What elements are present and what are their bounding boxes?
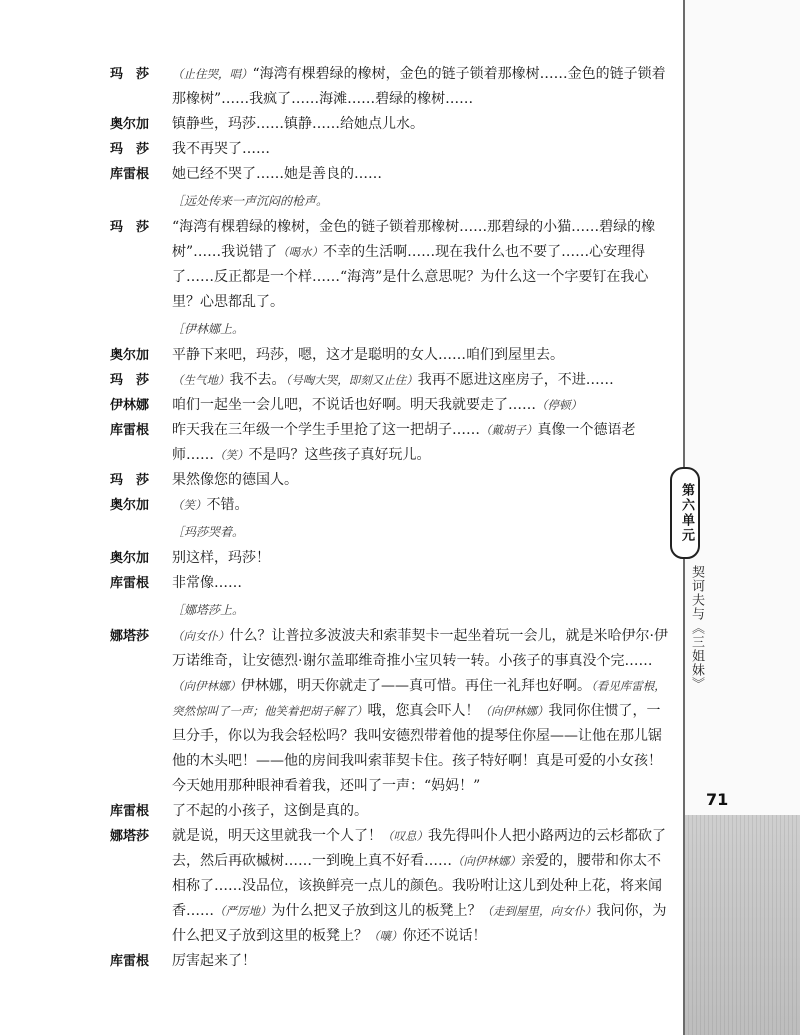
speech-text: 什么？让普拉多波波夫和索菲契卡一起坐着玩一会儿，就是米哈伊尔·伊万诺维奇，让安德烈·谢尔盖耶维奇推小宝贝转一转。小孩子的事真没个完…… xyxy=(172,628,668,669)
speech-text: 果然像您的德国人。 xyxy=(172,472,298,488)
dialogue-row xyxy=(110,546,670,571)
speaker-name: 库雷根 xyxy=(110,423,150,438)
inline-stage-direction: （喝水） xyxy=(277,245,324,259)
speaker-name: 娜塔莎 xyxy=(110,629,150,644)
dialogue-row xyxy=(110,571,670,596)
dialogue-line xyxy=(172,343,670,368)
speech-text: “海湾有棵碧绿的橡树，金色的链子锁着那橡树……金色的链子锁着那橡树”……我疯了……海滩……碧绿的橡树…… xyxy=(172,66,666,107)
dialogue-line xyxy=(172,468,670,493)
speaker-name: 库雷根 xyxy=(110,167,150,182)
unit-badge: 第六单元 xyxy=(670,467,700,559)
dialogue-line xyxy=(172,137,670,162)
speech-text: 咱们一起坐一会儿吧，不说话也好啊。明天我就要走了…… xyxy=(172,397,536,413)
speech-text: 真像一个德语老师…… xyxy=(172,422,636,463)
dialogue-line xyxy=(172,824,670,949)
speech-text: 我再不愿进这座房子，不进…… xyxy=(417,372,614,388)
speech-text: 平静下来吧，玛莎，嗯，这才是聪明的女人……咱们到屋里去。 xyxy=(172,347,564,363)
dialogue-row xyxy=(110,368,670,393)
inline-stage-direction: （生气地） xyxy=(172,373,230,387)
speaker-name: 伊林娜 xyxy=(110,398,150,413)
dialogue-row xyxy=(110,343,670,368)
speech-text: 哦，您真会吓人！ xyxy=(367,703,480,719)
inline-stage-direction: （向女仆） xyxy=(172,629,230,643)
dialogue-row xyxy=(110,624,670,799)
page-edge-shading xyxy=(685,815,800,1035)
speech-text: 不幸的生活啊……现在我什么也不要了……心安理得了……反正都是一个样……“海湾”是什么意思呢？为什么这一个字要钉在我心里？心思都乱了。 xyxy=(172,244,649,310)
dialogue-row xyxy=(110,468,670,493)
dialogue-row xyxy=(110,137,670,162)
dialogue-line xyxy=(172,571,670,596)
dialogue-line xyxy=(172,546,670,571)
dialogue-line xyxy=(172,949,670,974)
speaker-name: 库雷根 xyxy=(110,804,150,819)
inline-stage-direction: （笑） xyxy=(214,448,249,462)
inline-stage-direction: （停顿） xyxy=(536,398,582,412)
stage-direction: ［伊林娜上。 xyxy=(172,322,245,336)
speaker-name: 奥尔加 xyxy=(110,117,150,132)
dialogue-line xyxy=(172,493,670,518)
speech-text: 她已经不哭了……她是善良的…… xyxy=(172,166,382,182)
dialogue-row xyxy=(110,62,670,112)
speech-text: 就是说，明天这里就我一个人了！ xyxy=(172,828,382,844)
dialogue-line xyxy=(172,624,670,799)
speaker-name: 玛 莎 xyxy=(110,373,150,388)
inline-stage-direction: （嚷） xyxy=(368,929,403,943)
dialogue-line xyxy=(172,418,670,468)
speaker-name: 娜塔莎 xyxy=(110,829,150,844)
speech-text: 我先得叫仆人把小路两边的云杉都砍了去，然后再砍槭树……一到晚上真不好看…… xyxy=(172,828,666,869)
speech-text: 不错。 xyxy=(206,497,249,513)
speaker-name: 玛 莎 xyxy=(110,220,150,235)
speaker-name: 奥尔加 xyxy=(110,551,150,566)
inline-stage-direction: （看见库雷根，突然惊叫了一声；他笑着把胡子解了） xyxy=(172,679,666,718)
speaker-name: 玛 莎 xyxy=(110,473,150,488)
dialogue-row xyxy=(110,215,670,315)
dialogue-line xyxy=(172,62,670,112)
speech-text: 镇静些，玛莎……镇静……给她点儿水。 xyxy=(172,116,424,132)
dialogue-row xyxy=(110,824,670,949)
speech-text: 别这样，玛莎！ xyxy=(172,550,270,566)
inline-stage-direction: （号啕大哭，即刻又止住） xyxy=(285,373,418,387)
speech-text: 伊林娜，明天你就走了——真可惜。再住一礼拜也好啊。 xyxy=(241,678,591,694)
speech-text: “海湾有棵碧绿的橡树，金色的链子锁着那橡树……那碧绿的小猫……碧绿的橡树”……我说错了 xyxy=(172,219,656,260)
speech-text: 我问你，为什么把叉子放到这里的板凳上？ xyxy=(172,903,667,944)
dialogue-script xyxy=(110,62,670,974)
page-number: 71 xyxy=(706,790,729,809)
dialogue-row xyxy=(110,112,670,137)
speech-text: 为什么把叉子放到这儿的板凳上？ xyxy=(271,903,482,919)
dialogue-row xyxy=(110,493,670,518)
speaker-name: 奥尔加 xyxy=(110,348,150,363)
inline-stage-direction: （向伊林娜） xyxy=(479,704,549,718)
dialogue-line xyxy=(172,162,670,187)
dialogue-line xyxy=(172,799,670,824)
stage-direction: ［远处传来一声沉闷的枪声。 xyxy=(172,194,329,208)
inline-stage-direction: （戴胡子） xyxy=(480,423,538,437)
speech-text: 我不去。 xyxy=(229,372,286,388)
inline-stage-direction: （叹息） xyxy=(382,829,428,843)
inline-stage-direction: （走到屋里，向女仆） xyxy=(481,904,597,918)
speaker-name: 玛 莎 xyxy=(110,142,150,157)
dialogue-row xyxy=(110,949,670,974)
speech-text: 亲爱的，腰带和你太不相称了……没品位，该换鲜亮一点儿的颜色。我吩咐让这儿到处种上花，将来闻香…… xyxy=(172,853,662,919)
inline-stage-direction: （向伊林娜） xyxy=(172,679,241,693)
speaker-name: 玛 莎 xyxy=(110,67,150,82)
inline-stage-direction: （严厉地） xyxy=(214,904,272,918)
inline-stage-direction: （向伊林娜） xyxy=(452,854,521,868)
speech-text: 厉害起来了！ xyxy=(172,953,256,969)
speaker-name: 奥尔加 xyxy=(110,498,150,513)
speech-text: 非常像…… xyxy=(172,575,242,591)
speaker-name: 库雷根 xyxy=(110,576,150,591)
side-section-title: 契诃夫与《三姐妹》 xyxy=(689,565,704,691)
inline-stage-direction: （止住哭，唱） xyxy=(172,67,253,81)
speech-text: 你还不说话！ xyxy=(402,928,487,944)
speech-text: 了不起的小孩子，这倒是真的。 xyxy=(172,803,368,819)
stage-direction: ［娜塔莎上。 xyxy=(172,603,245,617)
stage-direction: ［玛莎哭着。 xyxy=(172,525,245,539)
dialogue-row xyxy=(110,418,670,468)
dialogue-row xyxy=(110,393,670,418)
dialogue-line xyxy=(172,215,670,315)
inline-stage-direction: （笑） xyxy=(172,498,207,512)
dialogue-line xyxy=(172,393,670,418)
dialogue-row xyxy=(110,799,670,824)
speaker-name: 库雷根 xyxy=(110,954,150,969)
speech-text: 昨天我在三年级一个学生手里抢了这一把胡子…… xyxy=(172,422,480,438)
speech-text: 我同你住惯了，一旦分手，你以为我会轻松吗？我叫安德烈带着他的提琴住你屋——让他在那儿锯他的木头吧！——他的房间我叫索菲契卡住。孩子特好啊！真是可爱的小女孩！今天她用那种眼神看着我，还叫了一声：“妈妈！” xyxy=(172,703,662,794)
speech-text: 不是吗？这些孩子真好玩儿。 xyxy=(248,447,431,463)
dialogue-row xyxy=(110,162,670,187)
dialogue-line xyxy=(172,112,670,137)
speech-text: 我不再哭了…… xyxy=(172,141,270,157)
dialogue-line xyxy=(172,368,670,393)
